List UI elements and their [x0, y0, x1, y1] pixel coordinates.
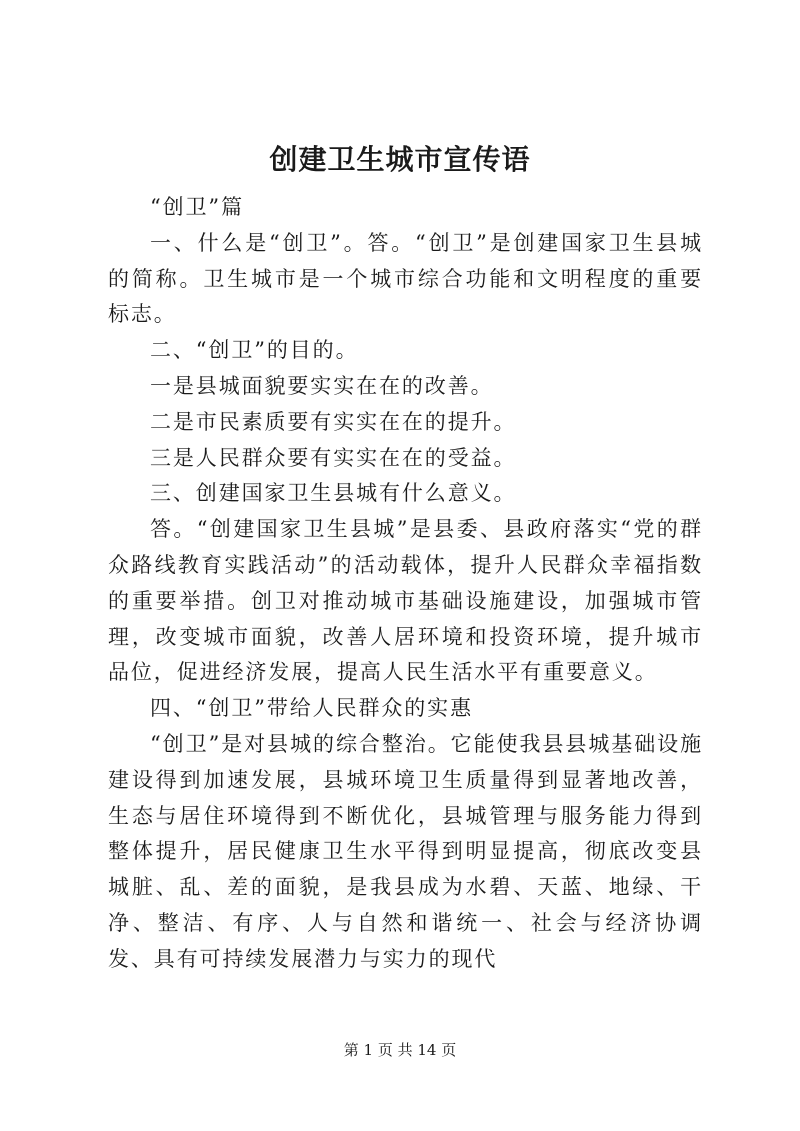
- paragraph: 一、什么是“创卫”。答。“创卫”是创建国家卫生县城的简称。卫生城市是一个城市综合功能和文明程度的重要标志。: [108, 230, 703, 327]
- paragraph: 一是县城面貌要实实在在的改善。: [150, 373, 494, 398]
- paragraph: 三是人民群众要有实实在在的受益。: [150, 445, 517, 470]
- document-body: [108, 190, 703, 978]
- page-title: 创建卫生城市宣传语: [269, 143, 531, 176]
- paragraph: 三、创建国家卫生县城有什么意义。: [150, 481, 517, 506]
- paragraph: 答。“创建国家卫生县城”是县委、县政府落实“党的群众路线教育实践活动”的活动载体，提升人民群众幸福指数的重要举措。创卫对推动城市基础设施建设，加强城市管理，改变城市面貌，改善人居环境和投资环境，提升城市品位，促进经济发展，提高人民生活水平有重要意义。: [108, 517, 703, 685]
- section-heading: “创卫”篇: [150, 195, 244, 219]
- paragraph: 二是市民素质要有实实在在的提升。: [150, 409, 517, 434]
- paragraph: “创卫”是对县城的综合整治。它能使我县县城基础设施建设得到加速发展，县城环境卫生质量得到显著地改善，生态与居住环境得到不断优化，县城管理与服务能力得到整体提升，居民健康卫生水平得到明显提高，彻底改变县城脏、乱、差的面貌，是我县成为水碧、天蓝、地绿、干净、整洁、有序、人与自然和谐统一、社会与经济协调发、具有可持续发展潜力与实力的现代: [108, 731, 703, 971]
- paragraph: 二、“创卫”的目的。: [150, 338, 359, 363]
- paragraph: 四、“创卫”带给人民群众的实惠: [150, 696, 473, 721]
- page-number-footer: 第 1 页 共 14 页: [343, 1041, 457, 1059]
